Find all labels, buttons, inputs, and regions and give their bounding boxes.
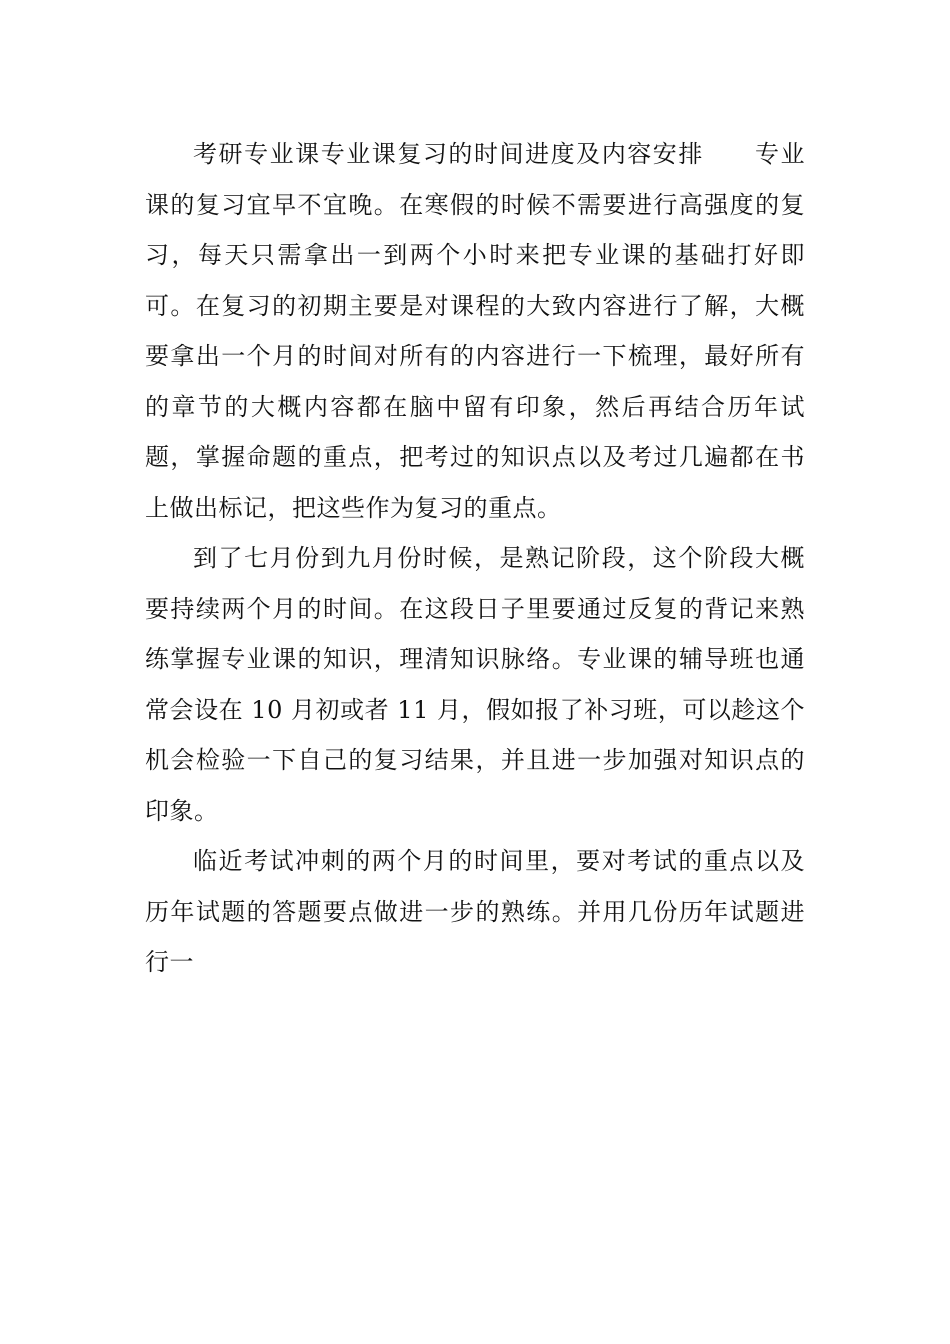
paragraph-3: 临近考试冲刺的两个月的时间里，要对考试的重点以及历年试题的答题要点做进一步的熟练。并用几份历年试题进行一 [145,847,805,976]
document-body [145,129,805,988]
paragraph-2: 到了七月份到九月份时候，是熟记阶段，这个阶段大概要持续两个月的时间。在这段日子里要通过反复的背记来熟练掌握专业课的知识，理清知识脉络。专业课的辅导班也通常会设在 10 月初或者 11 月，假如报了补习班，可以趁这个机会检验一下自己的复习结果，并且进一步加强对知识点的印象。 [145,544,805,825]
paragraph-1: 考研专业课专业课复习的时间进度及内容安排 专业课的复习宜早不宜晚。在寒假的时候不需要进行高强度的复习，每天只需拿出一到两个小时来把专业课的基础打好即可。在复习的初期主要是对课程的大致内容进行了解，大概要拿出一个月的时间对所有的内容进行一下梳理，最好所有的章节的大概内容都在脑中留有印象，然后再结合历年试题，掌握命题的重点，把考过的知识点以及考过几遍都在书上做出标记，把这些作为复习的重点。 [145,140,805,522]
